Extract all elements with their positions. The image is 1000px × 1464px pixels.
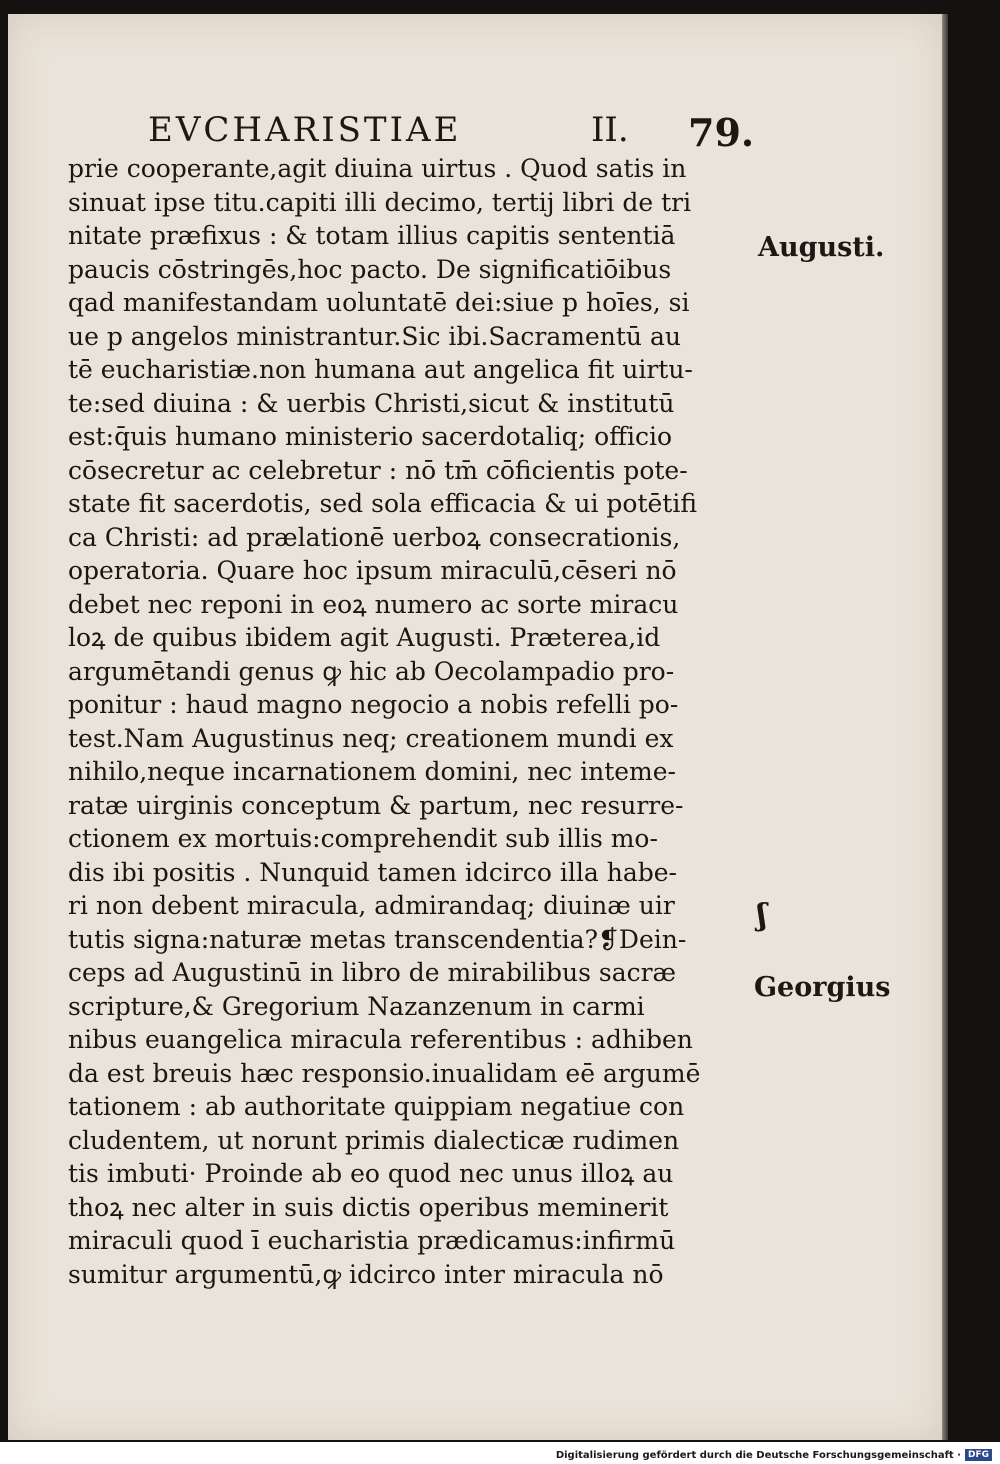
text-line: dis ibi positis . Nunquid tamen idcirco illa habe-: [68, 857, 677, 887]
text-line: scripture,& Gregorium Nazanzenum in carmi: [68, 991, 645, 1021]
text-line: test.Nam Augustinus neq; creationem mundi ex: [68, 723, 674, 753]
text-line: ri non debent miracula, admirandaq; diuinæ uir: [68, 891, 675, 920]
text-line: miraculi quod ī eucharistia prædicamus:infirmū: [68, 1226, 676, 1255]
text-line: sinuat ipse titu.capiti illi decimo, tertij libri de tri: [68, 187, 692, 217]
dfg-credit: [556, 1448, 992, 1462]
dfg-logo: DFG: [965, 1449, 992, 1461]
text-line: thoꝝ nec alter in suis dictis operibus meminerit: [68, 1192, 669, 1222]
text-line: tis imbuti· Proinde ab eo quod nec unus illoꝝ au: [68, 1159, 674, 1188]
text-line: tationem : ab authoritate quippiam negatiue con: [68, 1092, 685, 1121]
text-line: ponitur : haud magno negocio a nobis refelli po-: [68, 690, 679, 719]
text-line: nihilo,neque incarnationem domini, nec inteme-: [68, 757, 677, 786]
text-line: da est breuis hæc responsio.inualidam eē argumē: [68, 1058, 701, 1088]
running-head: [148, 110, 768, 156]
text-line: state fit sacerdotis, sed sola efficacia & ui potētifi: [68, 489, 698, 518]
text-line: ratæ uirginis conceptum & partum, nec resurre-: [68, 790, 684, 820]
text-line: qad manifestandam uoluntatē dei:siue p hoīes, si: [68, 288, 690, 317]
text-line: cludentem, ut norunt primis dialecticæ rudimen: [68, 1125, 680, 1155]
folio-number: 79.: [688, 110, 755, 155]
text-line: operatoria. Quare hoc ipsum miraculū,cēseri nō: [68, 556, 677, 585]
text-line: te:sed diuina : & uerbis Christi,sicut & institutū: [68, 388, 675, 418]
text-line: nibus euangelica miracula referentibus : adhiben: [68, 1025, 693, 1054]
text-line: ctionem ex mortuis:comprehendit sub illis mo-: [68, 824, 658, 853]
running-head-book: II.: [591, 110, 629, 150]
text-line: argumētandi genus ꝙ hic ab Oecolampadio pro-: [68, 656, 675, 686]
dfg-credit-text: Digitalisierung gefördert durch die Deutsche Forschungsgemeinschaft ·: [555, 1449, 961, 1461]
book-page: [8, 14, 942, 1440]
text-line: cōsecretur ac celebretur : nō tm̄ cōficientis pote-: [68, 455, 688, 485]
page-edge: [942, 14, 948, 1440]
marginal-section-mark: ʃ: [757, 898, 767, 933]
running-head-title: EVCHARISTIAE: [148, 110, 462, 150]
text-line: debet nec reponi in eoꝝ numero ac sorte miracu: [68, 589, 679, 619]
text-line: ceps ad Augustinū in libro de mirabilibus sacræ: [68, 958, 677, 987]
text-line: tutis signa:naturæ metas transcendentia?❡Dein-: [68, 924, 687, 954]
text-line: ue p angelos ministrantur.Sic ibi.Sacramentū au: [68, 321, 681, 351]
text-line: nitate præfixus : & totam illius capitis sententiā: [68, 221, 676, 250]
text-line: prie cooperante,agit diuina uirtus . Quod satis in: [68, 154, 687, 183]
text-block: [68, 152, 748, 1291]
marginal-note-georgius: Georgius: [754, 972, 891, 1003]
marginal-note-augustine: Augusti.: [758, 232, 885, 263]
text-line: paucis cōstringēs,hoc pacto. De significatiōibus: [68, 254, 672, 284]
text-line: est:q̄uis humano ministerio sacerdotaliq; officio: [68, 422, 673, 451]
text-line: ca Christi: ad prælationē uerboꝝ consecrationis,: [68, 522, 681, 552]
text-line: sumitur argumentū,ꝙ idcirco inter miracula nō: [68, 1259, 664, 1289]
text-line: loꝝ de quibus ibidem agit Augusti. Præterea,id: [68, 623, 661, 652]
text-line: tē eucharistiæ.non humana aut angelica fit uirtu-: [68, 355, 693, 384]
